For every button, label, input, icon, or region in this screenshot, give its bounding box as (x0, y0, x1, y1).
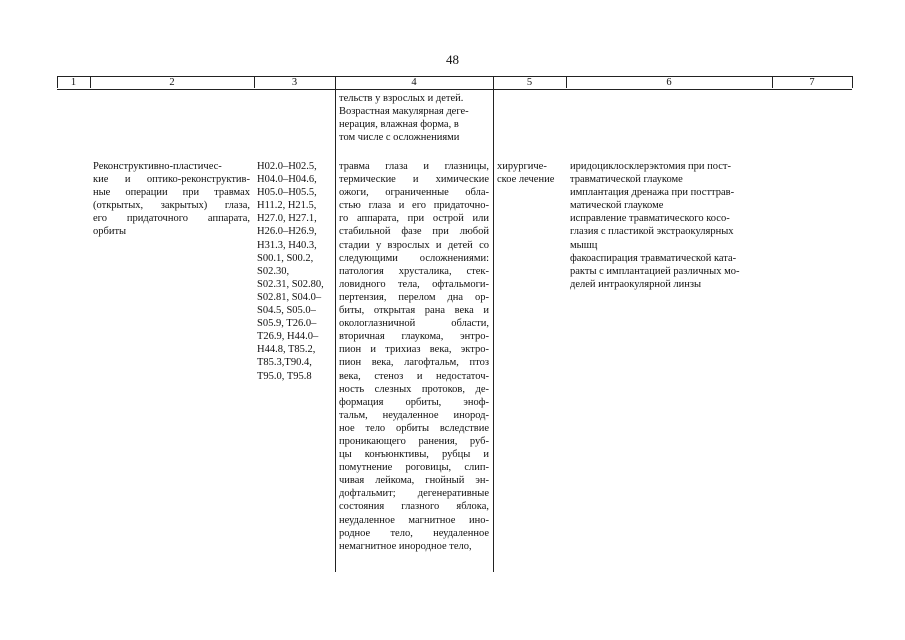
text-line: вторичная глаукома, энтро- (339, 331, 489, 343)
text-line: H05.0–H05.5, (257, 187, 317, 199)
text-line: го аппарата, при острой или (339, 213, 489, 225)
text-line: матической глаукоме (570, 200, 664, 212)
text-line: цы конъюнктивы, рубцы и (339, 449, 489, 461)
text-line: формация орбиты, эноф- (339, 396, 489, 408)
treatment-methods-cell (570, 160, 766, 291)
icd-codes-cell (257, 160, 332, 383)
text-line: Возрастная макулярная деге- (339, 106, 469, 118)
text-line: H26.0–H26.9, (257, 226, 317, 238)
text-line: Реконструктивно-пластичес- (93, 161, 222, 172)
text-line: H02.0–H02.5, (257, 161, 317, 172)
text-line: S05.9, T26.0– (257, 318, 317, 330)
text-line: ные операции при травмах (93, 187, 250, 199)
text-line: неудаленное магнитное ино- (339, 514, 489, 526)
text-line: (открытых, закрытых) глаза, (93, 200, 250, 212)
column-divider (852, 76, 853, 88)
header-cell-3: 3 (291, 77, 298, 88)
text-line: термические и химические (339, 174, 489, 186)
text-line: имплантация дренажа при посттрав- (570, 187, 735, 199)
header-cell-7: 7 (809, 77, 815, 88)
text-line: ожоги, ограниченные обла- (339, 187, 489, 199)
text-line: глазия с пластикой экстраокулярных (570, 226, 734, 238)
text-line: S00.1, S00.2, (257, 252, 314, 264)
text-line: том числе с осложнениями (339, 132, 460, 144)
text-line: кие и оптико-реконструктив- (93, 174, 250, 186)
text-line: ное тело орбиты вследствие (339, 422, 489, 434)
header-cell-6: 6 (666, 77, 672, 88)
text-line: стабильной фазе при любой (339, 226, 489, 238)
text-line: травматической глаукоме (570, 174, 683, 186)
text-line: тальм, неудаленное инород- (339, 409, 489, 421)
text-line: чивая лейкома, гнойный эн- (339, 475, 489, 487)
text-line: следующими осложнениями: (339, 252, 489, 264)
text-line: пион и трихиаз века, эктро- (339, 344, 489, 356)
text-line: ракты с имплантацией различных мо- (570, 265, 740, 277)
text-line: нерация, влажная форма, в (339, 119, 459, 131)
text-line: H44.8, T85.2, (257, 344, 316, 356)
text-line: немагнитное инородное тело, (339, 540, 472, 552)
text-line: H27.0, H27.1, (257, 213, 317, 225)
text-line: исправление травматического косо- (570, 213, 730, 225)
text-line: S02.30, (257, 265, 290, 277)
text-line: ское лечение (497, 174, 555, 186)
text-line: T95.0, T95.8 (257, 370, 312, 382)
page-number: 48 (446, 52, 459, 67)
text-line: ность слезных протоков, де- (339, 383, 489, 395)
text-line: проникающего ранения, руб- (339, 435, 489, 447)
text-line: его придаточного аппарата, (93, 213, 250, 225)
text-line: пертензия, перелом дна ор- (339, 291, 489, 303)
text-line: иридоциклосклерэктомия при пост- (570, 161, 732, 172)
text-line: патология хрусталика, стек- (339, 265, 489, 277)
text-line: биты, открытая рана века и (339, 305, 489, 317)
text-line: орбиты (93, 226, 127, 238)
text-line: помутнение роговицы, слип- (339, 462, 489, 474)
text-line: T85.3,T90.4, (257, 357, 312, 369)
text-line: S04.5, S05.0– (257, 305, 316, 317)
text-line: H31.3, H40.3, (257, 239, 317, 251)
text-line: дофтальмит; дегенеративные (339, 488, 489, 500)
column-divider (493, 76, 494, 572)
text-line: состояния глазного яблока, (339, 501, 489, 513)
text-line: родное тело, неудаленное (339, 527, 489, 539)
text-line: травма глаза и глазницы, (339, 161, 489, 172)
text-line: H11.2, H21.5, (257, 200, 317, 212)
text-line: стадии у взрослых и детей со (339, 239, 489, 251)
text-line: S02.31, S02.80, (257, 278, 324, 290)
text-line: хирургиче- (497, 161, 547, 172)
text-line: пион века, лагофтальм, птоз (339, 357, 489, 369)
text-line: делей интраокулярной линзы (570, 278, 702, 290)
text-line: тельств у взрослых и детей. (339, 93, 464, 104)
header-cell-5: 5 (526, 77, 533, 88)
continuation-diagnosis-cell (339, 92, 489, 144)
text-line: T26.9, H44.0– (257, 331, 319, 343)
header-cell-4: 4 (411, 77, 417, 88)
diagnosis-cell (339, 160, 489, 553)
procedure-name-cell (93, 160, 250, 239)
text-line: факоаспирация травматической ката- (570, 252, 737, 264)
text-line: ловидного тела, офтальмоги- (339, 278, 489, 290)
header-cell-1: 1 (70, 77, 77, 88)
text-line: окологлазничной области, (339, 318, 489, 330)
header-cell-2: 2 (169, 77, 175, 88)
text-line: мышц (570, 239, 598, 251)
treatment-type-cell (497, 160, 563, 186)
text-line: S02.81, S04.0– (257, 291, 322, 303)
table-header-row (57, 76, 852, 90)
text-line: H04.0–H04.6, (257, 174, 317, 186)
text-line: стью глаза и его придаточно- (339, 200, 489, 212)
text-line: века, стеноз и недостаточ- (339, 370, 489, 382)
column-divider (335, 76, 336, 572)
